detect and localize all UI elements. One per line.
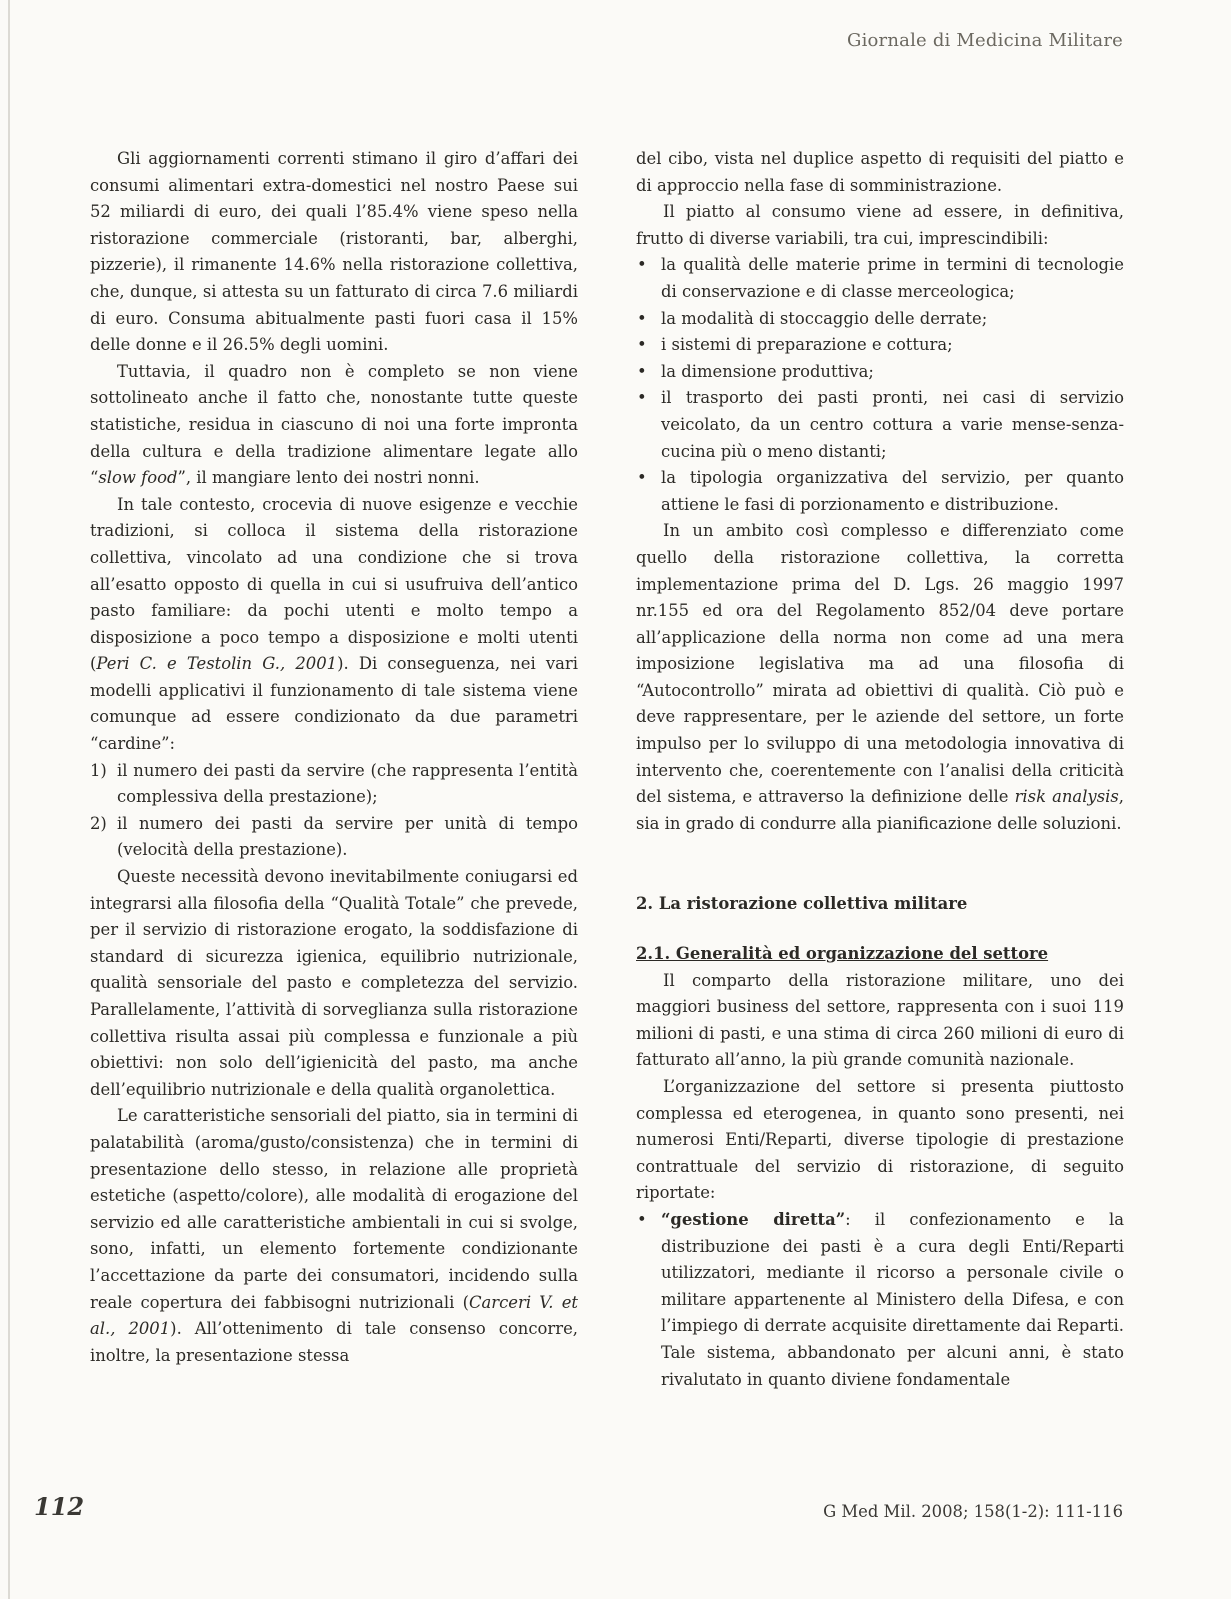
text-span: In tale contesto, crocevia di nuove esigenze e vecchie tradizioni, si colloca il sistema della ristorazione collettiva, vincolato ad una condizione che si trova all’esatto opposto di quella in cui si usufruiva dell’antico pasto familiare: da pochi utenti e molto tempo a disposizione a poco tempo a disposizione e molti utenti ( — [90, 494, 578, 674]
numbered-list — [90, 758, 578, 864]
bullet-icon: • — [637, 308, 647, 328]
paragraph: L’organizzazione del settore si presenta piuttosto complessa ed eterogenea, in quanto sono presenti, nei numerosi Enti/Reparti, diverse tipologie di prestazione contrattuale del servizio di ristorazione, di seguito riportate: — [636, 1077, 1124, 1203]
page-number: 112 — [34, 1492, 85, 1521]
italic-term: slow food — [98, 468, 178, 488]
list-item-text: la modalità di stoccaggio delle derrate; — [661, 308, 988, 328]
journal-citation: G Med Mil. 2008; 158(1-2): 111-116 — [823, 1502, 1123, 1521]
paragraph — [636, 518, 1124, 837]
paragraph: Il comparto della ristorazione militare, uno dei maggiori business del settore, rappresenta con i suoi 119 milioni di pasti, e una stima di circa 260 milioni di euro di fatturato all’anno, la più grande comunità nazionale. — [636, 970, 1124, 1070]
left-column — [90, 146, 578, 1369]
text-span: Le caratteristiche sensoriali del piatto, sia in termini di palatabilità (aroma/gusto/consistenza) che in termini di presentazione dello stesso, in relazione alle proprietà estetiche (aspetto/colore), alle modalità di erogazione del servizio ed alle caratteristiche ambientali in cui si svolge, sono, infatti, un elemento fortemente condizionante l’accettazione da parte dei consumatori, incidendo sulla reale copertura dei fabbisogni nutrizionali ( — [90, 1106, 578, 1312]
list-item — [636, 359, 1124, 386]
paragraph — [90, 359, 578, 492]
bold-term: “gestione diretta” — [661, 1209, 846, 1229]
list-item-text: la qualità delle materie prime in termini di tecnologie di conservazione e di classe merceologica; — [661, 255, 1124, 301]
list-item — [636, 252, 1124, 305]
text-span: ”, il mangiare lento dei nostri nonni. — [177, 468, 480, 488]
bullet-icon: • — [637, 361, 647, 381]
bullet-icon: • — [637, 255, 647, 275]
spacer — [636, 918, 1124, 941]
text-span: In un ambito così complesso e differenziato come quello della ristorazione collettiva, la corretta implementazione prima del D. Lgs. 26 maggio 1997 nr.155 ed ora del Regolamento 852/04 deve portare all’applicazione della norma non come ad una mera imposizione legislativa ma ad una filosofia di “Autocontrollo” mirata ad obiettivi di qualità. Ciò può e deve rappresentare, per le aziende del settore, un forte impulso per lo sviluppo di una metodologia innovativa di intervento che, coerentemente con l’analisi della criticità del sistema, e attraverso la definizione delle — [636, 521, 1124, 807]
list-item-text: i sistemi di preparazione e cottura; — [661, 335, 953, 355]
list-item-text: il numero dei pasti da servire (che rappresenta l’entità complessiva della prestazione); — [117, 760, 578, 807]
italic-term: risk analysis — [1014, 787, 1119, 807]
list-item — [636, 385, 1124, 465]
citation-reference: Carceri V. et al., 2001 — [90, 1292, 578, 1339]
text-span: ). Di conseguenza, nei vari modelli applicativi il funzionamento di tale sistema viene comunque ad essere condizionato da due parametri “cardine”: — [90, 654, 578, 754]
bullet-list — [636, 252, 1124, 518]
bullet-icon: • — [637, 335, 647, 355]
list-item-text: il trasporto dei pasti pronti, nei casi di servizio veicolato, da un centro cottura a varie mense-senza-cucina più o meno distanti; — [661, 388, 1124, 461]
text-span: , sia in grado di condurre alla pianificazione delle soluzioni. — [636, 787, 1124, 833]
page-edge-rule — [8, 0, 10, 1599]
list-item-text: il numero dei pasti da servire per unità di tempo (velocità della prestazione). — [117, 813, 578, 860]
bullet-icon: • — [637, 468, 647, 488]
bullet-icon: • — [637, 388, 647, 408]
paragraph — [90, 1103, 578, 1369]
running-header: Giornale di Medicina Militare — [846, 30, 1123, 51]
list-item-text: : il confezionamento e la distribuzione dei pasti è a cura degli Enti/Reparti utilizzatori, mediante il ricorso a personale civile o militare appartenente al Ministero della Difesa, e con l’impiego di derrate acquisite direttamente dai Reparti. Tale sistema, abbandonato per alcuni anni, è stato rivalutato in quanto diviene fondamentale — [661, 1209, 1124, 1389]
citation-reference: Peri C. e Testolin G., 2001 — [96, 654, 338, 674]
text-span: ). All’ottenimento di tale consenso concorre, inoltre, la presentazione stessa — [90, 1319, 578, 1365]
list-item — [90, 811, 578, 864]
right-column — [636, 146, 1124, 1393]
spacer — [636, 837, 1124, 891]
subsection-heading: 2.1. Generalità ed organizzazione del settore — [636, 944, 1049, 964]
paragraph: Il piatto al consumo viene ad essere, in definitiva, frutto di diverse variabili, tra cui, imprescindibili: — [636, 202, 1124, 248]
paragraph — [90, 492, 578, 758]
list-item — [636, 332, 1124, 359]
list-item — [636, 1207, 1124, 1393]
list-number: 1) — [90, 760, 107, 780]
bullet-icon: • — [637, 1209, 647, 1229]
text-span: Tuttavia, il quadro non è completo se non viene sottolineato anche il fatto che, nonostante tutte queste statistiche, residua in ciascuno di noi una forte impronta della cultura e della tradizione alimentare legate allo “ — [90, 361, 578, 488]
paragraph: Queste necessità devono inevitabilmente coniugarsi ed integrarsi alla filosofia della “Qualità Totale” che prevede, per il servizio di ristorazione erogato, la soddisfazione di standard di sicurezza igienica, equilibrio nutrizionale, qualità sensoriale del pasto e completezza del servizio. Parallelamente, l’attività di sorveglianza sulla ristorazione collettiva risulta assai più complessa e funzionale a più obiettivi: non solo dell’igienicità del pasto, ma anche dell’equilibrio nutrizionale e della qualità organolettica. — [90, 867, 578, 1099]
bullet-list — [636, 1207, 1124, 1393]
list-item — [636, 306, 1124, 333]
list-item — [636, 465, 1124, 518]
list-item-text: la tipologia organizzativa del servizio, per quanto attiene le fasi di porzionamento e distribuzione. — [661, 468, 1124, 514]
list-number: 2) — [90, 813, 107, 833]
paragraph: del cibo, vista nel duplice aspetto di requisiti del piatto e di approccio nella fase di somministrazione. — [636, 149, 1124, 195]
list-item — [90, 758, 578, 811]
list-item-text: la dimensione produttiva; — [661, 361, 874, 381]
paragraph: Gli aggiornamenti correnti stimano il giro d’affari dei consumi alimentari extra-domestici nel nostro Paese sui 52 miliardi di euro, dei quali l’85.4% viene speso nella ristorazione commerciale (ristoranti, bar, alberghi, pizzerie), il rimanente 14.6% nella ristorazione collettiva, che, dunque, si attesta su un fatturato di circa 7.6 miliardi di euro. Consuma abitualmente pasti fuori casa il 15% delle donne e il 26.5% degli uomini. — [90, 149, 578, 355]
section-heading: 2. La ristorazione collettiva militare — [636, 894, 968, 914]
